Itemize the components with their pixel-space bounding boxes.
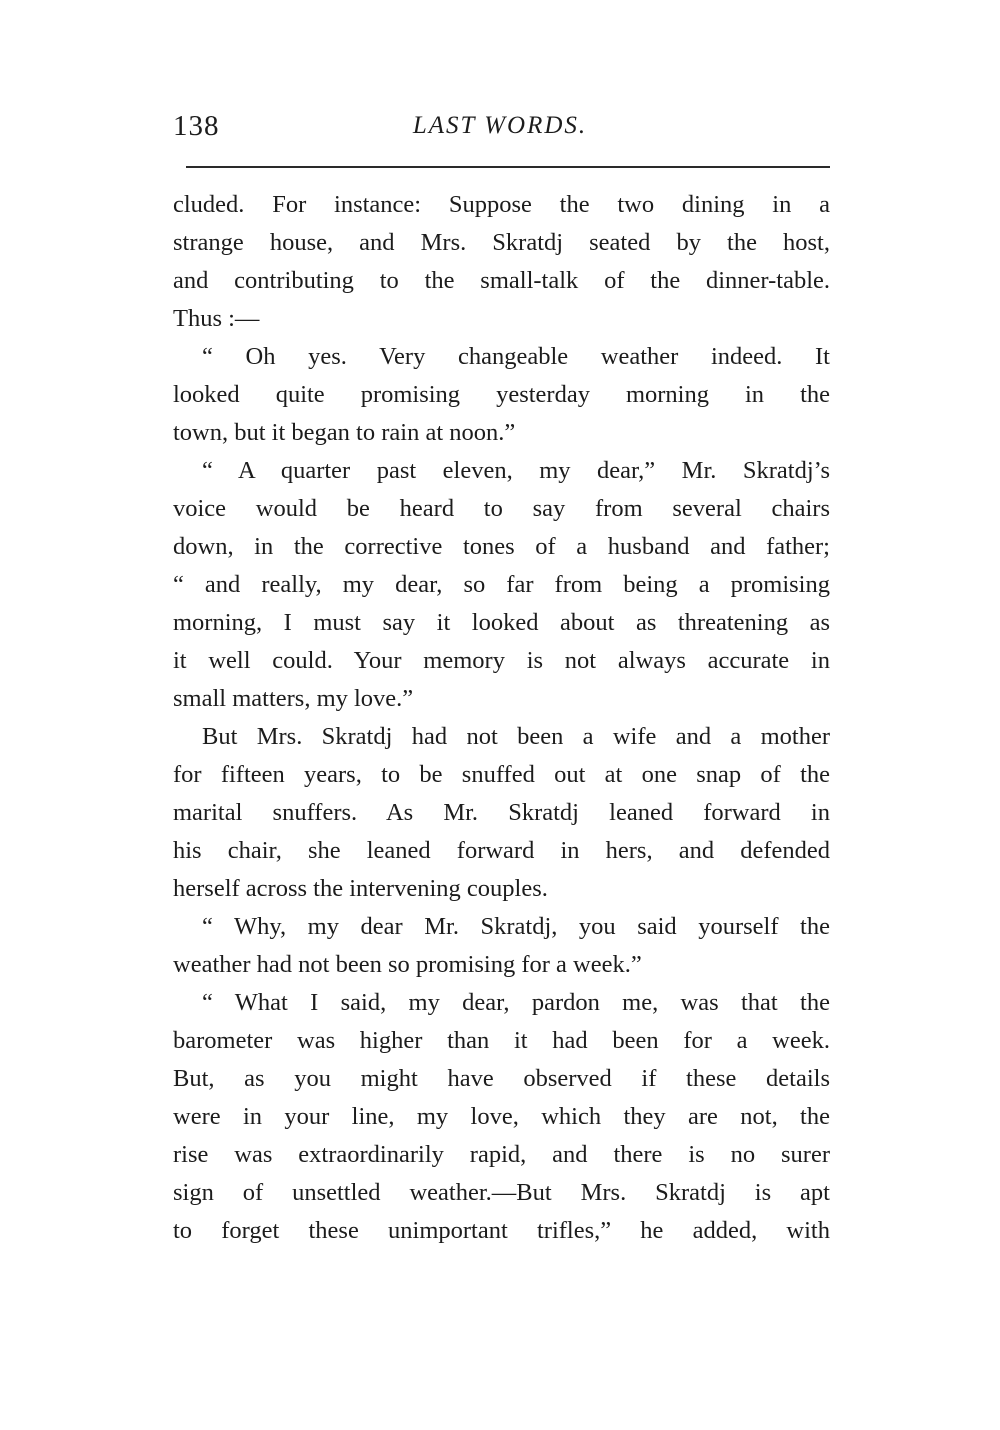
text-line: town, but it began to rain at noon.” xyxy=(173,419,516,446)
body-text xyxy=(173,186,830,1250)
text-line: cluded. For instance: Suppose the two dining in a xyxy=(173,191,830,218)
text-line: weather had not been so promising for a week.” xyxy=(173,951,642,978)
text-line: rise was extraordinarily rapid, and there is no surer xyxy=(173,1141,830,1168)
text-line: herself across the intervening couples. xyxy=(173,875,548,902)
header-rule xyxy=(186,166,830,168)
text-line: and contributing to the small-talk of the dinner-table. xyxy=(173,267,830,294)
text-line: sign of unsettled weather.—But Mrs. Skratdj is apt xyxy=(173,1179,830,1206)
text-line: marital snuffers. As Mr. Skratdj leaned forward in xyxy=(173,799,830,826)
text-line: “ A quarter past eleven, my dear,” Mr. Skratdj’s xyxy=(202,457,830,484)
text-line: it well could. Your memory is not always accurate in xyxy=(173,647,830,674)
text-line: his chair, she leaned forward in hers, and defended xyxy=(173,837,830,864)
text-line: voice would be heard to say from several chairs xyxy=(173,495,830,522)
text-line: But Mrs. Skratdj had not been a wife and a mother xyxy=(202,723,830,750)
text-line: “ What I said, my dear, pardon me, was that the xyxy=(202,989,830,1016)
text-line: for fifteen years, to be snuffed out at one snap of the xyxy=(173,761,830,788)
text-line: “ and really, my dear, so far from being a promising xyxy=(173,571,830,598)
text-line: were in your line, my love, which they are not, the xyxy=(173,1103,830,1130)
text-line: Thus :— xyxy=(173,305,260,332)
text-line: But, as you might have observed if these details xyxy=(173,1065,830,1092)
text-line: down, in the corrective tones of a husband and father; xyxy=(173,533,830,560)
running-title: LAST WORDS. xyxy=(412,112,588,139)
page-number: 138 xyxy=(173,110,220,142)
text-line: small matters, my love.” xyxy=(173,685,414,712)
text-line: barometer was higher than it had been for a week. xyxy=(173,1027,830,1054)
text-line: “ Oh yes. Very changeable weather indeed. It xyxy=(202,343,830,370)
text-line: morning, I must say it looked about as threatening as xyxy=(173,609,830,636)
text-line: “ Why, my dear Mr. Skratdj, you said yourself the xyxy=(202,913,830,940)
text-line: looked quite promising yesterday morning in the xyxy=(173,381,830,408)
text-line: to forget these unimportant trifles,” he added, with xyxy=(173,1217,830,1244)
text-line: strange house, and Mrs. Skratdj seated by the host, xyxy=(173,229,830,256)
